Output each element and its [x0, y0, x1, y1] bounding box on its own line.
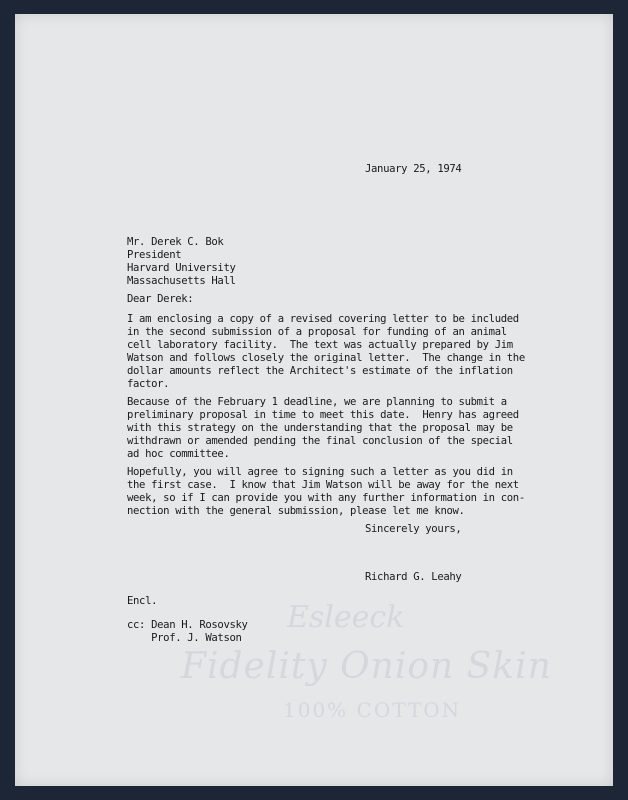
watermark-content: 100% COTTON: [283, 698, 462, 722]
paragraph-line: the first case. I know that Jim Watson will be away for the next: [127, 479, 519, 491]
letter-date: January 25, 1974: [365, 163, 462, 175]
recipient-address: [127, 236, 236, 288]
body-paragraph: [127, 396, 519, 461]
recipient-line: Mr. Derek C. Bok: [127, 236, 224, 248]
paragraph-line: I am enclosing a copy of a revised covering letter to be included: [127, 313, 519, 325]
paper-watermark: [181, 600, 561, 740]
cc-line: cc: Dean H. Rosovsky: [127, 619, 248, 631]
complimentary-close: Sincerely yours,: [365, 523, 462, 535]
watermark-brand: Esleeck: [287, 600, 405, 635]
paragraph-line: Because of the February 1 deadline, we are planning to submit a: [127, 396, 507, 408]
paragraph-line: nection with the general submission, please let me know.: [127, 505, 465, 517]
paragraph-line: preliminary proposal in time to meet this date. Henry has agreed: [127, 409, 519, 421]
paragraph-line: withdrawn or amended pending the final conclusion of the special: [127, 435, 513, 447]
paragraph-line: Watson and follows closely the original letter. The change in the: [127, 352, 525, 364]
recipient-line: Harvard University: [127, 262, 236, 274]
salutation: Dear Derek:: [127, 293, 194, 305]
paragraph-line: week, so if I can provide you with any further information in con-: [127, 492, 525, 504]
paragraph-line: Hopefully, you will agree to signing such a letter as you did in: [127, 466, 513, 478]
paragraph-line: cell laboratory facility. The text was actually prepared by Jim: [127, 339, 513, 351]
recipient-line: President: [127, 249, 182, 261]
paragraph-line: with this strategy on the understanding that the proposal may be: [127, 422, 513, 434]
recipient-line: Massachusetts Hall: [127, 275, 236, 287]
body-paragraph: [127, 466, 525, 518]
watermark-paper-name: Fidelity Onion Skin: [181, 646, 552, 687]
cc-line: Prof. J. Watson: [127, 632, 242, 644]
paragraph-line: in the second submission of a proposal for funding of an animal: [127, 326, 507, 338]
paragraph-line: factor.: [127, 378, 170, 390]
paragraph-line: ad hoc committee.: [127, 448, 230, 460]
signatory-name: Richard G. Leahy: [365, 571, 462, 583]
body-paragraph: [127, 313, 525, 391]
paragraph-line: dollar amounts reflect the Architect's estimate of the inflation: [127, 365, 513, 377]
letter-page: [15, 14, 613, 786]
enclosure-notation: Encl.: [127, 595, 158, 607]
